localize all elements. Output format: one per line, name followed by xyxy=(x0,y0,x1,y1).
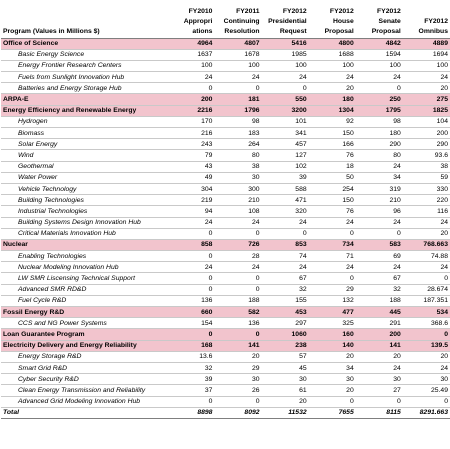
value-cell: 5416 xyxy=(262,38,309,49)
value-cell: 1060 xyxy=(262,329,309,340)
value-cell: 0 xyxy=(309,273,356,284)
column-header-year: FY2010 xyxy=(188,7,213,15)
value-cell: 1825 xyxy=(403,105,450,116)
value-cell: 24 xyxy=(214,262,261,273)
value-cell: 27 xyxy=(356,385,403,396)
value-cell: 30 xyxy=(262,374,309,385)
value-cell: 79 xyxy=(167,150,214,161)
value-cell: 28.674 xyxy=(403,284,450,295)
value-cell: 0 xyxy=(356,83,403,94)
program-name-cell: Nuclear Modeling Innovation Hub xyxy=(1,262,167,273)
column-header-year: FY2012 xyxy=(424,17,448,25)
value-cell: 20 xyxy=(309,83,356,94)
value-cell: 104 xyxy=(403,116,450,127)
value-cell: 853 xyxy=(262,239,309,250)
value-cell: 80 xyxy=(214,150,261,161)
column-header-fy2010 xyxy=(167,0,214,38)
value-cell: 200 xyxy=(356,329,403,340)
value-cell: 0 xyxy=(214,228,261,239)
value-cell: 39 xyxy=(167,374,214,385)
value-cell: 0 xyxy=(167,284,214,295)
program-name-cell: Smart Grid R&D xyxy=(1,362,167,373)
value-cell: 24 xyxy=(356,262,403,273)
value-cell: 471 xyxy=(262,195,309,206)
column-header-year: FY2012 xyxy=(329,7,354,15)
value-cell: 101 xyxy=(262,116,309,127)
value-cell: 0 xyxy=(167,329,214,340)
value-cell: 80 xyxy=(356,150,403,161)
value-cell: 4964 xyxy=(167,38,214,49)
value-cell: 7655 xyxy=(309,407,356,418)
value-cell: 325 xyxy=(309,318,356,329)
column-header-fy2012-house xyxy=(309,0,356,38)
value-cell: 13.6 xyxy=(167,351,214,362)
value-cell: 210 xyxy=(214,195,261,206)
value-cell: 0 xyxy=(167,273,214,284)
value-cell: 1694 xyxy=(403,49,450,60)
value-cell: 0 xyxy=(403,396,450,407)
value-cell: 76 xyxy=(309,150,356,161)
value-cell: 210 xyxy=(356,195,403,206)
table-row xyxy=(1,161,450,172)
value-cell: 100 xyxy=(262,60,309,71)
value-cell: 1985 xyxy=(262,49,309,60)
value-cell: 188 xyxy=(214,295,261,306)
value-cell: 768.663 xyxy=(403,239,450,250)
program-name-cell: LW SMR Liscensing Technical Support xyxy=(1,273,167,284)
value-cell: 94 xyxy=(167,206,214,217)
category-row xyxy=(1,307,450,318)
value-cell: 98 xyxy=(356,116,403,127)
table-row xyxy=(1,206,450,217)
value-cell: 187.351 xyxy=(403,295,450,306)
value-cell: 238 xyxy=(262,340,309,351)
column-header-fy2012-omnibus xyxy=(403,0,450,38)
table-row xyxy=(1,116,450,127)
value-cell: 0 xyxy=(167,396,214,407)
value-cell: 74.88 xyxy=(403,251,450,262)
header-row xyxy=(1,0,450,38)
value-cell: 858 xyxy=(167,239,214,250)
column-header-fy2011 xyxy=(214,0,261,38)
value-cell: 20 xyxy=(403,228,450,239)
value-cell: 1795 xyxy=(356,105,403,116)
program-name-cell: CCS and NG Power Systems xyxy=(1,318,167,329)
value-cell: 4842 xyxy=(356,38,403,49)
column-header-label: House Proposal xyxy=(324,17,354,35)
value-cell: 734 xyxy=(309,239,356,250)
program-name-cell: Office of Science xyxy=(1,38,167,49)
program-name-cell: Solar Energy xyxy=(1,139,167,150)
column-header-fy2012-request xyxy=(262,0,309,38)
program-name-cell: Advanced Grid Modeling Innovation Hub xyxy=(1,396,167,407)
category-row xyxy=(1,329,450,340)
value-cell: 0 xyxy=(356,396,403,407)
value-cell: 132 xyxy=(309,295,356,306)
value-cell: 20 xyxy=(309,351,356,362)
value-cell: 319 xyxy=(356,183,403,194)
table-row xyxy=(1,83,450,94)
value-cell: 139.5 xyxy=(403,340,450,351)
program-name-cell: Clean Energy Transmission and Reliability xyxy=(1,385,167,396)
value-cell: 2216 xyxy=(167,105,214,116)
value-cell: 320 xyxy=(262,206,309,217)
program-name-cell: Building Technologies xyxy=(1,195,167,206)
value-cell: 1796 xyxy=(214,105,261,116)
program-name-cell: Enabling Technologies xyxy=(1,251,167,262)
value-cell: 181 xyxy=(214,94,261,105)
value-cell: 166 xyxy=(309,139,356,150)
table-row xyxy=(1,195,450,206)
value-cell: 45 xyxy=(262,362,309,373)
value-cell: 24 xyxy=(309,217,356,228)
value-cell: 30 xyxy=(356,374,403,385)
table-row xyxy=(1,385,450,396)
value-cell: 216 xyxy=(167,128,214,139)
value-cell: 726 xyxy=(214,239,261,250)
value-cell: 34 xyxy=(356,172,403,183)
value-cell: 20 xyxy=(403,83,450,94)
program-column-label: Program (Values in Millions $) xyxy=(3,27,100,35)
program-name-cell: Energy Efficiency and Renewable Energy xyxy=(1,105,167,116)
program-name-cell: Water Power xyxy=(1,172,167,183)
table-row xyxy=(1,128,450,139)
value-cell: 457 xyxy=(262,139,309,150)
value-cell: 220 xyxy=(403,195,450,206)
value-cell: 136 xyxy=(167,295,214,306)
value-cell: 8898 xyxy=(167,407,214,418)
value-cell: 24 xyxy=(356,362,403,373)
value-cell: 29 xyxy=(309,284,356,295)
program-name-cell: Total xyxy=(1,407,167,418)
value-cell: 275 xyxy=(403,94,450,105)
value-cell: 32 xyxy=(356,284,403,295)
value-cell: 71 xyxy=(309,251,356,262)
value-cell: 24 xyxy=(403,262,450,273)
table-row xyxy=(1,172,450,183)
value-cell: 4889 xyxy=(403,38,450,49)
value-cell: 100 xyxy=(403,60,450,71)
value-cell: 28 xyxy=(214,251,261,262)
value-cell: 30 xyxy=(214,374,261,385)
value-cell: 188 xyxy=(356,295,403,306)
category-row xyxy=(1,340,450,351)
program-column-header xyxy=(1,0,167,38)
value-cell: 57 xyxy=(262,351,309,362)
value-cell: 100 xyxy=(167,60,214,71)
column-header-year: FY2012 xyxy=(377,7,401,15)
value-cell: 183 xyxy=(214,128,261,139)
value-cell: 69 xyxy=(356,251,403,262)
program-name-cell: ARPA-E xyxy=(1,94,167,105)
program-name-cell: Loan Guarantee Program xyxy=(1,329,167,340)
value-cell: 29 xyxy=(214,362,261,373)
program-name-cell: Electricity Delivery and Energy Reliability xyxy=(1,340,167,351)
value-cell: 24 xyxy=(167,72,214,83)
value-cell: 100 xyxy=(356,60,403,71)
value-cell: 67 xyxy=(262,273,309,284)
value-cell: 141 xyxy=(356,340,403,351)
value-cell: 11532 xyxy=(262,407,309,418)
program-name-cell: Fossil Energy R&D xyxy=(1,307,167,318)
column-header-fy2012-senate xyxy=(356,0,403,38)
value-cell: 368.6 xyxy=(403,318,450,329)
table-row xyxy=(1,295,450,306)
value-cell: 24 xyxy=(403,217,450,228)
value-cell: 243 xyxy=(167,139,214,150)
value-cell: 0 xyxy=(262,83,309,94)
value-cell: 4800 xyxy=(309,38,356,49)
value-cell: 25.49 xyxy=(403,385,450,396)
value-cell: 290 xyxy=(356,139,403,150)
value-cell: 250 xyxy=(356,94,403,105)
value-cell: 24 xyxy=(262,72,309,83)
table-row xyxy=(1,228,450,239)
value-cell: 0 xyxy=(309,228,356,239)
column-header-label: Senate Proposal xyxy=(371,17,401,35)
table-row xyxy=(1,139,450,150)
table-row xyxy=(1,150,450,161)
value-cell: 76 xyxy=(309,206,356,217)
value-cell: 67 xyxy=(356,273,403,284)
program-name-cell: Hydrogen xyxy=(1,116,167,127)
program-name-cell: Wind xyxy=(1,150,167,161)
budget-table xyxy=(1,0,450,419)
value-cell: 24 xyxy=(214,72,261,83)
table-row xyxy=(1,396,450,407)
value-cell: 290 xyxy=(403,139,450,150)
value-cell: 155 xyxy=(262,295,309,306)
value-cell: 24 xyxy=(262,217,309,228)
value-cell: 304 xyxy=(167,183,214,194)
value-cell: 100 xyxy=(214,60,261,71)
value-cell: 264 xyxy=(214,139,261,150)
value-cell: 1688 xyxy=(309,49,356,60)
value-cell: 26 xyxy=(214,385,261,396)
program-name-cell: Biomass xyxy=(1,128,167,139)
value-cell: 180 xyxy=(356,128,403,139)
value-cell: 37 xyxy=(167,385,214,396)
value-cell: 0 xyxy=(356,228,403,239)
column-header-label: Appropri ations xyxy=(183,17,213,35)
table-row xyxy=(1,49,450,60)
value-cell: 3200 xyxy=(262,105,309,116)
value-cell: 0 xyxy=(214,83,261,94)
value-cell: 8092 xyxy=(214,407,261,418)
value-cell: 20 xyxy=(214,351,261,362)
value-cell: 34 xyxy=(309,362,356,373)
value-cell: 4807 xyxy=(214,38,261,49)
value-cell: 92 xyxy=(309,116,356,127)
value-cell: 0 xyxy=(403,273,450,284)
value-cell: 200 xyxy=(403,128,450,139)
table-row xyxy=(1,72,450,83)
table-row xyxy=(1,273,450,284)
value-cell: 1678 xyxy=(214,49,261,60)
table-row xyxy=(1,60,450,71)
value-cell: 1304 xyxy=(309,105,356,116)
value-cell: 20 xyxy=(356,351,403,362)
program-name-cell: Industrial Technologies xyxy=(1,206,167,217)
column-header-year: FY2012 xyxy=(282,7,307,15)
program-name-cell: Building Systems Design Innovation Hub xyxy=(1,217,167,228)
value-cell: 74 xyxy=(262,251,309,262)
value-cell: 24 xyxy=(214,217,261,228)
table-row xyxy=(1,217,450,228)
value-cell: 445 xyxy=(356,307,403,318)
program-name-cell: Basic Energy Science xyxy=(1,49,167,60)
value-cell: 0 xyxy=(214,273,261,284)
value-cell: 0 xyxy=(403,329,450,340)
value-cell: 32 xyxy=(262,284,309,295)
value-cell: 24 xyxy=(403,362,450,373)
table-row xyxy=(1,318,450,329)
table-row xyxy=(1,351,450,362)
program-name-cell: Batteries and Energy Storage Hub xyxy=(1,83,167,94)
value-cell: 93.6 xyxy=(403,150,450,161)
value-cell: 160 xyxy=(309,329,356,340)
program-name-cell: Cyber Security R&D xyxy=(1,374,167,385)
value-cell: 136 xyxy=(214,318,261,329)
value-cell: 141 xyxy=(214,340,261,351)
value-cell: 24 xyxy=(167,217,214,228)
total-row xyxy=(1,407,450,418)
value-cell: 1637 xyxy=(167,49,214,60)
category-row xyxy=(1,94,450,105)
value-cell: 39 xyxy=(262,172,309,183)
value-cell: 127 xyxy=(262,150,309,161)
column-header-label: Presidential Request xyxy=(268,17,307,35)
program-name-cell: Critical Materials Innovation Hub xyxy=(1,228,167,239)
table-row xyxy=(1,362,450,373)
value-cell: 200 xyxy=(167,94,214,105)
value-cell: 32 xyxy=(167,362,214,373)
value-cell: 24 xyxy=(309,262,356,273)
value-cell: 116 xyxy=(403,206,450,217)
value-cell: 170 xyxy=(167,116,214,127)
table-row xyxy=(1,284,450,295)
program-name-cell: Fuel Cycle R&D xyxy=(1,295,167,306)
value-cell: 453 xyxy=(262,307,309,318)
table-row xyxy=(1,262,450,273)
value-cell: 1594 xyxy=(356,49,403,60)
value-cell: 330 xyxy=(403,183,450,194)
value-cell: 24 xyxy=(356,72,403,83)
value-cell: 49 xyxy=(167,172,214,183)
value-cell: 8115 xyxy=(356,407,403,418)
value-cell: 254 xyxy=(309,183,356,194)
value-cell: 24 xyxy=(309,72,356,83)
value-cell: 0 xyxy=(262,228,309,239)
table-row xyxy=(1,183,450,194)
value-cell: 219 xyxy=(167,195,214,206)
category-row xyxy=(1,38,450,49)
value-cell: 534 xyxy=(403,307,450,318)
program-name-cell: Vehicle Technology xyxy=(1,183,167,194)
value-cell: 24 xyxy=(403,72,450,83)
value-cell: 0 xyxy=(309,396,356,407)
value-cell: 61 xyxy=(262,385,309,396)
column-header-label: Continuing Resolution xyxy=(223,17,260,35)
value-cell: 108 xyxy=(214,206,261,217)
column-header-year: FY2011 xyxy=(236,7,260,15)
program-name-cell: Energy Frontier Research Centers xyxy=(1,60,167,71)
value-cell: 588 xyxy=(262,183,309,194)
value-cell: 168 xyxy=(167,340,214,351)
value-cell: 96 xyxy=(356,206,403,217)
value-cell: 550 xyxy=(262,94,309,105)
value-cell: 300 xyxy=(214,183,261,194)
value-cell: 180 xyxy=(309,94,356,105)
value-cell: 18 xyxy=(309,161,356,172)
value-cell: 24 xyxy=(356,161,403,172)
table-row xyxy=(1,374,450,385)
value-cell: 297 xyxy=(262,318,309,329)
value-cell: 477 xyxy=(309,307,356,318)
program-name-cell: Nuclear xyxy=(1,239,167,250)
value-cell: 24 xyxy=(356,217,403,228)
value-cell: 102 xyxy=(262,161,309,172)
value-cell: 20 xyxy=(309,385,356,396)
value-cell: 50 xyxy=(309,172,356,183)
program-name-cell: Geothermal xyxy=(1,161,167,172)
value-cell: 0 xyxy=(167,251,214,262)
value-cell: 154 xyxy=(167,318,214,329)
value-cell: 20 xyxy=(262,396,309,407)
value-cell: 59 xyxy=(403,172,450,183)
value-cell: 24 xyxy=(167,262,214,273)
program-name-cell: Advanced SMR RD&D xyxy=(1,284,167,295)
value-cell: 38 xyxy=(214,161,261,172)
value-cell: 0 xyxy=(214,284,261,295)
value-cell: 98 xyxy=(214,116,261,127)
value-cell: 8291.663 xyxy=(403,407,450,418)
value-cell: 0 xyxy=(214,396,261,407)
value-cell: 100 xyxy=(309,60,356,71)
program-name-cell: Energy Storage R&D xyxy=(1,351,167,362)
table-row xyxy=(1,251,450,262)
value-cell: 20 xyxy=(403,351,450,362)
value-cell: 291 xyxy=(356,318,403,329)
value-cell: 24 xyxy=(262,262,309,273)
value-cell: 660 xyxy=(167,307,214,318)
value-cell: 30 xyxy=(309,374,356,385)
budget-table-body xyxy=(1,38,450,418)
category-row xyxy=(1,105,450,116)
value-cell: 341 xyxy=(262,128,309,139)
value-cell: 30 xyxy=(214,172,261,183)
column-header-label: Omnibus xyxy=(418,27,448,35)
category-row xyxy=(1,239,450,250)
value-cell: 30 xyxy=(403,374,450,385)
value-cell: 0 xyxy=(167,83,214,94)
value-cell: 150 xyxy=(309,128,356,139)
value-cell: 0 xyxy=(167,228,214,239)
value-cell: 150 xyxy=(309,195,356,206)
value-cell: 43 xyxy=(167,161,214,172)
value-cell: 0 xyxy=(214,329,261,340)
value-cell: 583 xyxy=(356,239,403,250)
value-cell: 582 xyxy=(214,307,261,318)
value-cell: 38 xyxy=(403,161,450,172)
program-name-cell: Fuels from Sunlight Innovation Hub xyxy=(1,72,167,83)
value-cell: 140 xyxy=(309,340,356,351)
